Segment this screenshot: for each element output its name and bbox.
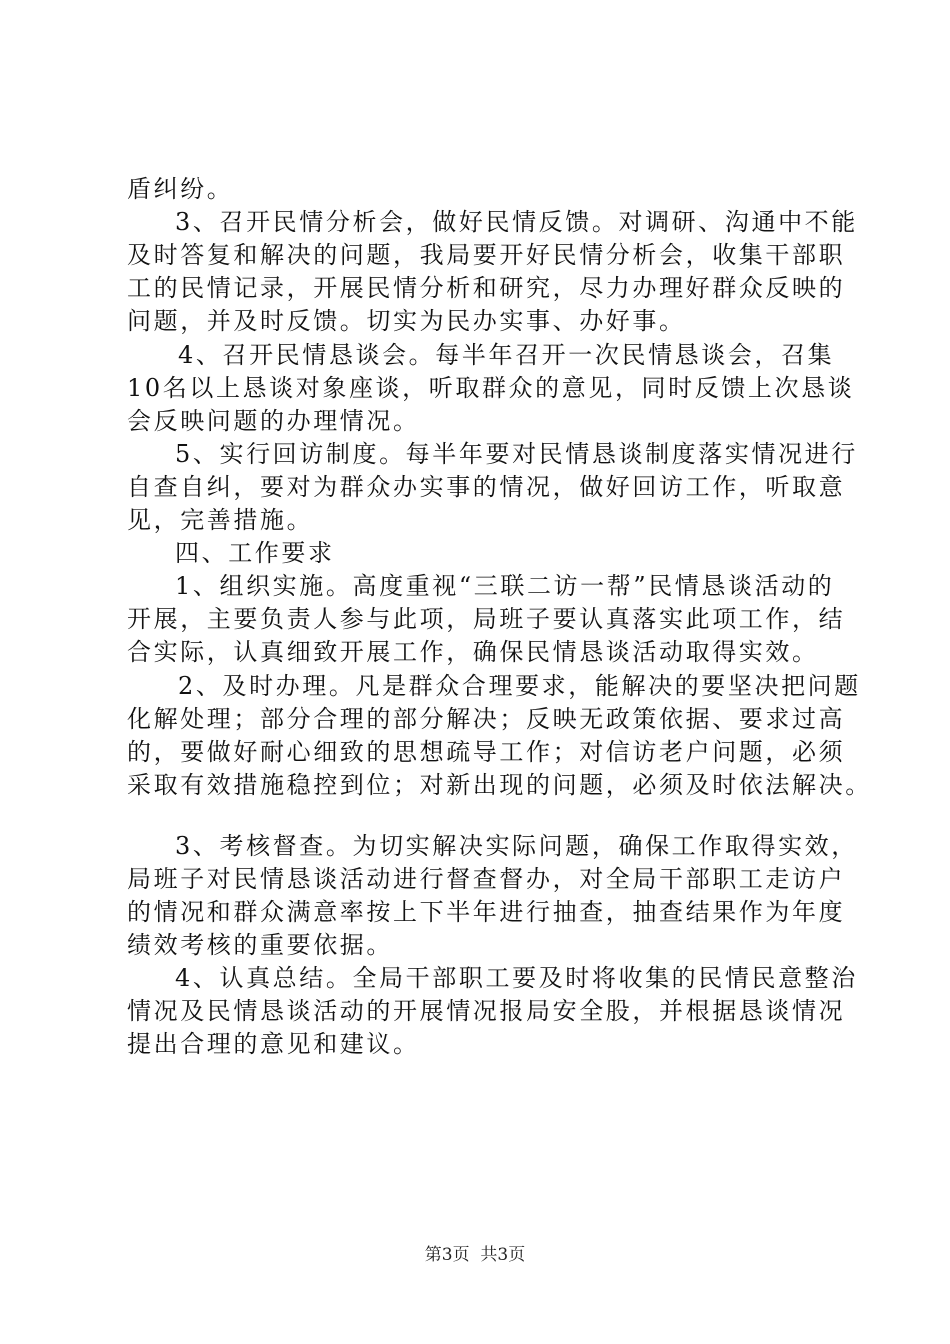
paragraph-line: 5、实行回访制度。每半年要对民情恳谈制度落实情况进行 (175, 440, 858, 468)
section-heading: 四、工作要求 (175, 539, 335, 567)
paragraph-line: 2、及时办理。凡是群众合理要求，能解决的要坚决把问题 (178, 672, 861, 700)
paragraph-line: 局班子对民情恳谈活动进行督查督办，对全局干部职工走访户 (127, 865, 846, 893)
paragraph-line: 10名以上恳谈对象座谈，听取群众的意见，同时反馈上次恳谈 (127, 374, 855, 402)
paragraph-line: 绩效考核的重要依据。 (127, 931, 393, 959)
paragraph-line: 3、召开民情分析会，做好民情反馈。对调研、沟通中不能 (175, 208, 858, 236)
page-number-footer: 第3页 共3页 (424, 1245, 526, 1265)
paragraph-line: 合实际，认真细致开展工作，确保民情恳谈活动取得实效。 (127, 638, 819, 666)
paragraph-line: 问题，并及时反馈。切实为民办实事、办好事。 (127, 307, 686, 335)
paragraph-line: 工的民情记录，开展民情分析和研究，尽力办理好群众反映的 (127, 274, 846, 302)
paragraph-line: 情况及民情恳谈活动的开展情况报局安全股，并根据恳谈情况 (127, 997, 846, 1025)
paragraph-line: 4、召开民情恳谈会。每半年召开一次民情恳谈会，召集 (178, 341, 835, 369)
paragraph-line: 采取有效措施稳控到位；对新出现的问题，必须及时依法解决。 (127, 771, 872, 799)
paragraph-line: 见，完善措施。 (127, 506, 314, 534)
paragraph-line: 自查自纠，要对为群众办实事的情况，做好回访工作，听取意 (127, 473, 846, 501)
paragraph-line: 及时答复和解决的问题，我局要开好民情分析会，收集干部职 (127, 241, 846, 269)
paragraph-line: 提出合理的意见和建议。 (127, 1030, 420, 1058)
paragraph-line: 盾纠纷。 (127, 175, 234, 203)
paragraph-line: 开展，主要负责人参与此项，局班子要认真落实此项工作，结 (127, 605, 846, 633)
paragraph-line: 1、组织实施。高度重视“三联二访一帮”民情恳谈活动的 (175, 572, 835, 600)
paragraph-line: 4、认真总结。全局干部职工要及时将收集的民情民意整治 (175, 964, 858, 992)
paragraph-line: 的情况和群众满意率按上下半年进行抽查，抽查结果作为年度 (127, 898, 846, 926)
paragraph-line: 化解处理；部分合理的部分解决；反映无政策依据、要求过高 (127, 705, 846, 733)
paragraph-line: 3、考核督查。为切实解决实际问题，确保工作取得实效， (175, 832, 858, 860)
paragraph-line: 的，要做好耐心细致的思想疏导工作；对信访老户问题，必须 (127, 738, 846, 766)
paragraph-line: 会反映问题的办理情况。 (127, 407, 420, 435)
